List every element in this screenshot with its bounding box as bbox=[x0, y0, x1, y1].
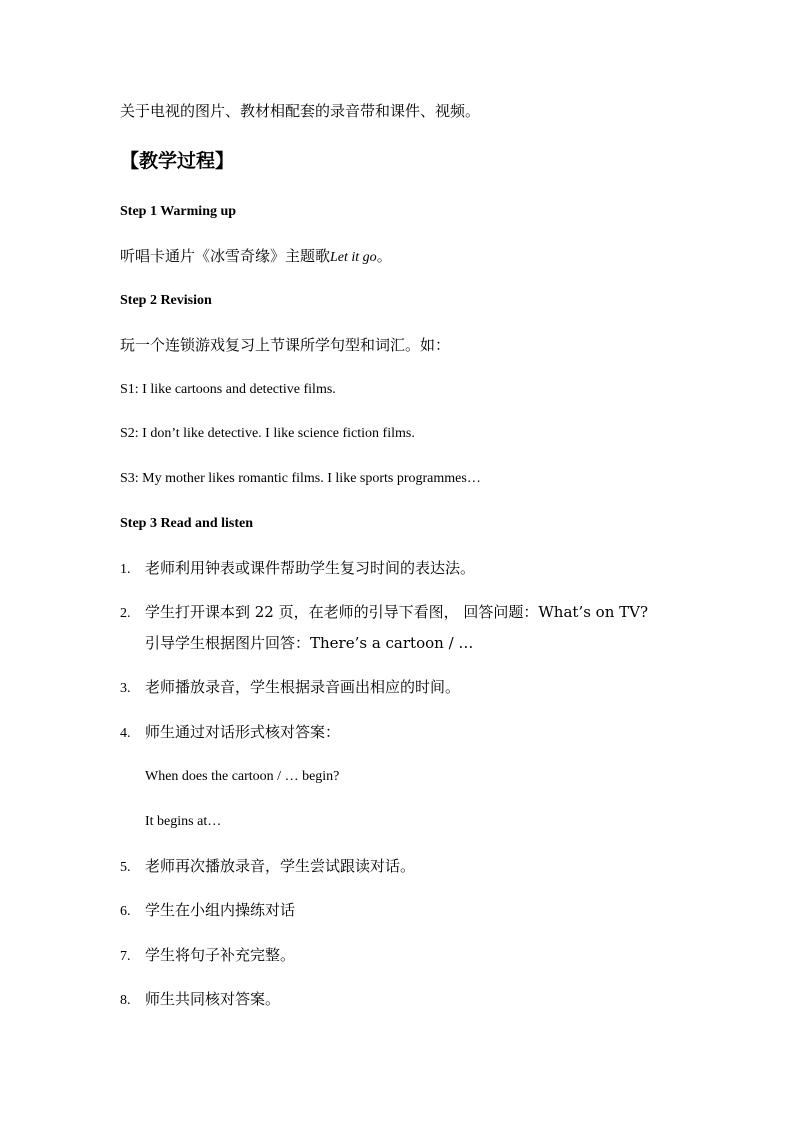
list-item-number: 5. bbox=[120, 860, 131, 875]
list-item bbox=[120, 856, 415, 878]
list-item-text: 老师播放录音，学生根据录音画出相应的时间。 bbox=[145, 678, 461, 696]
materials-text: 关于电视的图片、教材相配套的录音带和课件、视频。 bbox=[120, 102, 481, 120]
list-item bbox=[120, 989, 280, 1011]
list-item-text: 学生在小组内操练对话 bbox=[145, 901, 296, 919]
dialogue-question: When does the cartoon / … begin? bbox=[145, 769, 340, 784]
step3-title: Step 3 Read and listen bbox=[120, 516, 254, 531]
list-item-number: 1. bbox=[120, 562, 131, 577]
list-item-number: 8. bbox=[120, 993, 131, 1008]
list-item bbox=[120, 602, 648, 624]
step1-text-suffix: 。 bbox=[376, 247, 392, 265]
list-item-text: 老师利用钟表或课件帮助学生复习时间的表达法。 bbox=[145, 559, 476, 577]
list-item bbox=[120, 677, 460, 699]
list-item-number: 4. bbox=[120, 726, 131, 741]
list-item-continuation: 引导学生根据图片回答：There’s a cartoon / … bbox=[145, 634, 474, 652]
step1-title: Step 1 Warming up bbox=[120, 204, 237, 219]
step2-example-2: S2: I don’t like detective. I like science fiction films. bbox=[120, 426, 415, 441]
list-item bbox=[120, 900, 295, 922]
step2-intro: 玩一个连锁游戏复习上节课所学句型和词汇。如： bbox=[120, 336, 451, 354]
step2-example-3: S3: My mother likes romantic films. I like sports programmes… bbox=[120, 471, 481, 486]
list-item-text: 师生通过对话形式核对答案： bbox=[145, 723, 341, 741]
list-item-number: 6. bbox=[120, 904, 131, 919]
list-item-text: 学生打开课本到 22 页，在老师的引导下看图， 回答问题：What’s on TV? bbox=[145, 603, 649, 621]
list-item-text: 学生将句子补充完整。 bbox=[145, 946, 296, 964]
list-item-text: 师生共同核对答案。 bbox=[145, 990, 281, 1008]
step2-example-1: S1: I like cartoons and detective films. bbox=[120, 382, 336, 397]
list-item-text: 老师再次播放录音，学生尝试跟读对话。 bbox=[145, 857, 416, 875]
list-item bbox=[120, 558, 475, 580]
list-item-number: 2. bbox=[120, 606, 131, 621]
dialogue-answer: It begins at… bbox=[145, 814, 222, 829]
list-item bbox=[120, 722, 340, 744]
step1-song-title: Let it go bbox=[330, 250, 377, 265]
section-heading: 【教学过程】 bbox=[120, 150, 235, 172]
list-item-number: 7. bbox=[120, 949, 131, 964]
list-item-number: 3. bbox=[120, 681, 131, 696]
step1-text bbox=[120, 246, 392, 268]
step1-text-prefix: 听唱卡通片《冰雪奇缘》主题歌 bbox=[120, 247, 331, 265]
step2-title: Step 2 Revision bbox=[120, 293, 212, 308]
list-item bbox=[120, 945, 295, 967]
